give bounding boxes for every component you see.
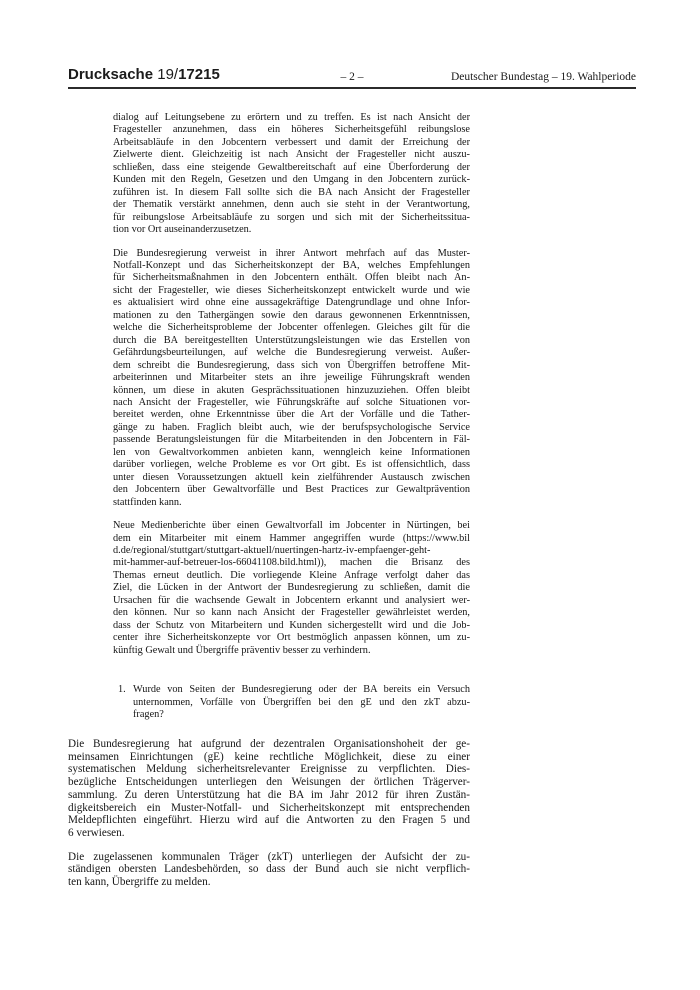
preliminary-remarks-section — [113, 112, 470, 657]
question-1-text: Wurde von Seiten der Bundesregierung oder der BA bereits ein Versuch unternommen, Vorfälle von Übergriffen bei den gE und den zkT abzu- fragen? — [133, 684, 470, 721]
drucksache-number: 17215 — [178, 66, 220, 83]
preliminary-paragraph-3: Neue Medienberichte über einen Gewaltvorfall im Jobcenter in Nürtingen, bei dem ein Mitarbeiter mit einem Hammer angegriffen wurde (https://www.bil d.de/regional/stuttgart/stuttgart-aktuell/nuertingen-hartz-iv-empfaenger-geht- mit-hammer-auf-betreuer-los-66041108.bild.html)), machen die Brisanz des Themas erneut deutlich. Die vorliegende Kleine Anfrage verfolgt daher das Ziel, die Lücken in der Antwort der Bundesregierung zu schließen, damit die Ursachen für die wachsende Gewalt in Jobcentern erkannt und analysiert wer- den können. Nur so kann nach Ansicht der Fragesteller gewährleistet werden, dass der Schutz von Mitarbeitern und Kunden sichergestellt wird und die Job- center ihre Sicherheitskonzepte vor Ort bestmöglich anpassen können, um zu- künftig Gewalt und Übergriffe präventiv besser zu verhindern. — [113, 520, 470, 656]
page-number: – 2 – — [340, 71, 364, 83]
question-1 — [118, 684, 470, 722]
bundestag-wahlperiode-label: Deutscher Bundestag – 19. Wahlperiode — [450, 71, 636, 83]
question-1-number: 1. — [118, 684, 126, 695]
page-header — [68, 60, 636, 89]
drucksache-title — [68, 66, 220, 83]
preliminary-paragraph-2: Die Bundesregierung verweist in ihrer Antwort mehrfach auf das Muster- Notfall-Konzept und das Sicherheitskonzept der BA, welches Empfehlungen für Sicherheitsmaßnahmen in den Jobcentern enthält. Offen bleibt nach An- sicht der Fragesteller, wie dieses Sicherheitskonzept entwickelt wurde und wie es aktualisiert wird ohne eine aussagekräftige Datengrundlage und ohne Infor- mationen zu den Tathergängen sowie den daraus gewonnenen Erkenntnissen, welche die Sicherheitsprobleme der Jobcenter offenlegen. Gleiches gilt für die durch die BA bereitgestellten Unterstützungsleistungen wie das Erstellen von Gefährdungsbeurteilungen, auf welche die Bundesregierung verweist. Außer- dem schreibt die Bundesregierung, dass sich von Übergriffen betroffene Mit- arbeiterinnen und Mitarbeiter stets an ihre jeweilige Führungskraft wenden können, um diese in akuten Gesprächssituationen hinzuzuziehen. Offen bleibt nach Ansicht der Fragesteller, wie Führungskräfte auf solche Situationen vor- bereitet werden, ohne Erkenntnisse über die Art der Vorfälle und die Tather- gänge zu haben. Fraglich bleibt auch, wie der berufspsychologische Service passende Beratungsleistungen für die Mitarbeitenden in den Jobcentern in Fäl- len von Gewaltvorkommen anbieten kann, wenngleich keine Informationen darüber vorliegen, welche Probleme es vor Ort gibt. Es ist offensichtlich, dass unter diesen Voraussetzungen aktuell kein zielführender Austausch zwischen den Jobcentern über Gewaltvorfälle und Best Practices zur Gewaltprävention stattfinden kann. — [113, 247, 470, 508]
answer-paragraph-2: Die zugelassenen kommunalen Träger (zkT) unterliegen der Aufsicht der zu- ständigen obersten Landesbehörden, so dass der Bund auch sie nicht verpflich- ten kann, Übergriffe zu melden. — [68, 850, 470, 889]
answer-paragraph-1: Die Bundesregierung hat aufgrund der dezentralen Organisationshoheit der ge- meinsamen Einrichtungen (gE) keine rechtliche Möglichkeit, diese zu einer systematischen Meldung sicherheitsrelevanter Ereignisse zu verpflichten. Dies- bezügliche Entscheidungen unterliegen den Weisungen der örtlichen Trägerver- sammlung. Zu deren Unterstützung hat die BA im Jahr 2012 für ihren Zustän- digkeitsbereich ein Muster-Notfall- und Sicherheitskonzept mit entsprechenden Meldepflichten eingeführt. Hierzu wird auf die Antworten zu den Fragen 5 und 6 verwiesen. — [68, 738, 470, 839]
drucksache-number-prefix: 19/ — [157, 66, 179, 83]
answer-section — [68, 738, 470, 889]
preliminary-paragraph-1: dialog auf Leitungsebene zu erörtern und zu treffen. Es ist nach Ansicht der Fragesteller anzunehmen, dass ein höheres Sicherheitsgefühl reibungslose Arbeitsabläufe in den Jobcentern verbessert und damit der Erreichung der Zielwerte dient. Gleichzeitig ist nach Ansicht der Fragesteller nicht auszu- schließen, dass eine steigende Gewaltbereitschaft auf eine Überforderung der Kunden mit den Regeln, Gesetzen und den Umgang in den Jobcentern zurück- zuführen ist. In diesem Fall sollte sich die BA nach Ansicht der Fragesteller der Thematik verstärkt annehmen, denn auch sie steht in der Verantwortung, für reibungslose Arbeitsabläufe zu sorgen und sich mit der Sicherheitssitua- tion vor Ort auseinanderzusetzen. — [113, 112, 470, 236]
drucksache-label: Drucksache — [68, 66, 154, 83]
